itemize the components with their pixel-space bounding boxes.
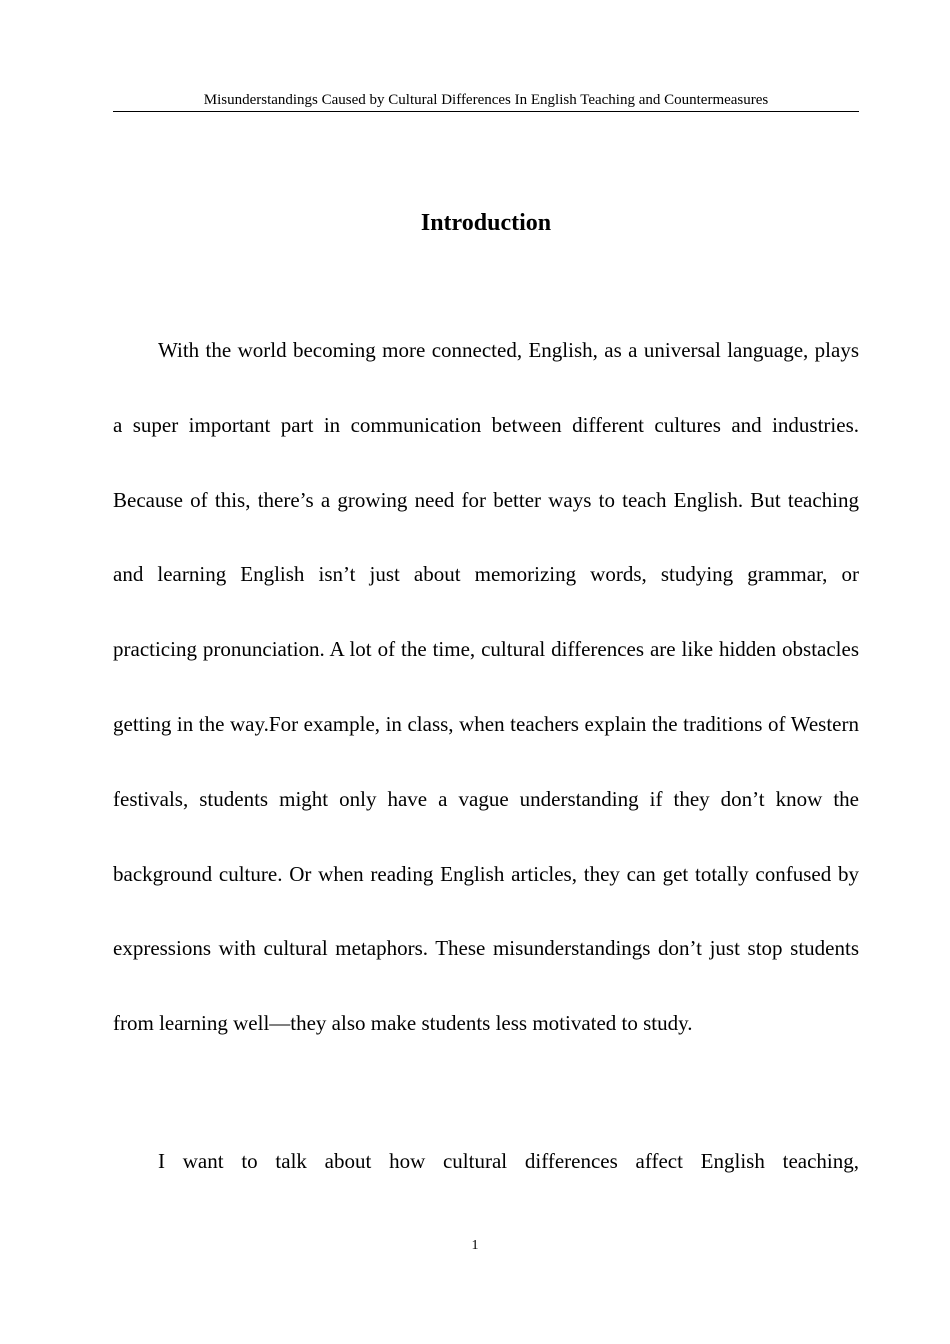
section-title: Introduction	[420, 210, 552, 236]
paragraph: I want to talk about how cultural differences affect English teaching,	[158, 1149, 859, 1173]
running-header: Misunderstandings Caused by Cultural Differences In English Teaching and Countermeasures	[113, 91, 859, 112]
paragraph: With the world becoming more connected, English, as a universal language, plays a super important part in communication between different cultures and industries. Because of this, there’s a growing need for better ways to teach English. But teaching and learning English isn’t just about memorizing words, studying grammar, or practicing pronunciation. A lot of the time, cultural differences are like hidden obstacles getting in the way.For example, in class, when teachers explain the traditions of Western festivals, students might only have a vague understanding if they don’t know the background culture. Or when reading English articles, they can get totally confused by expressions with cultural metaphors. These misunderstandings don’t just stop students from learning well—they also make students less motivated to study.	[113, 338, 859, 1036]
page-number: 1	[471, 1238, 479, 1253]
